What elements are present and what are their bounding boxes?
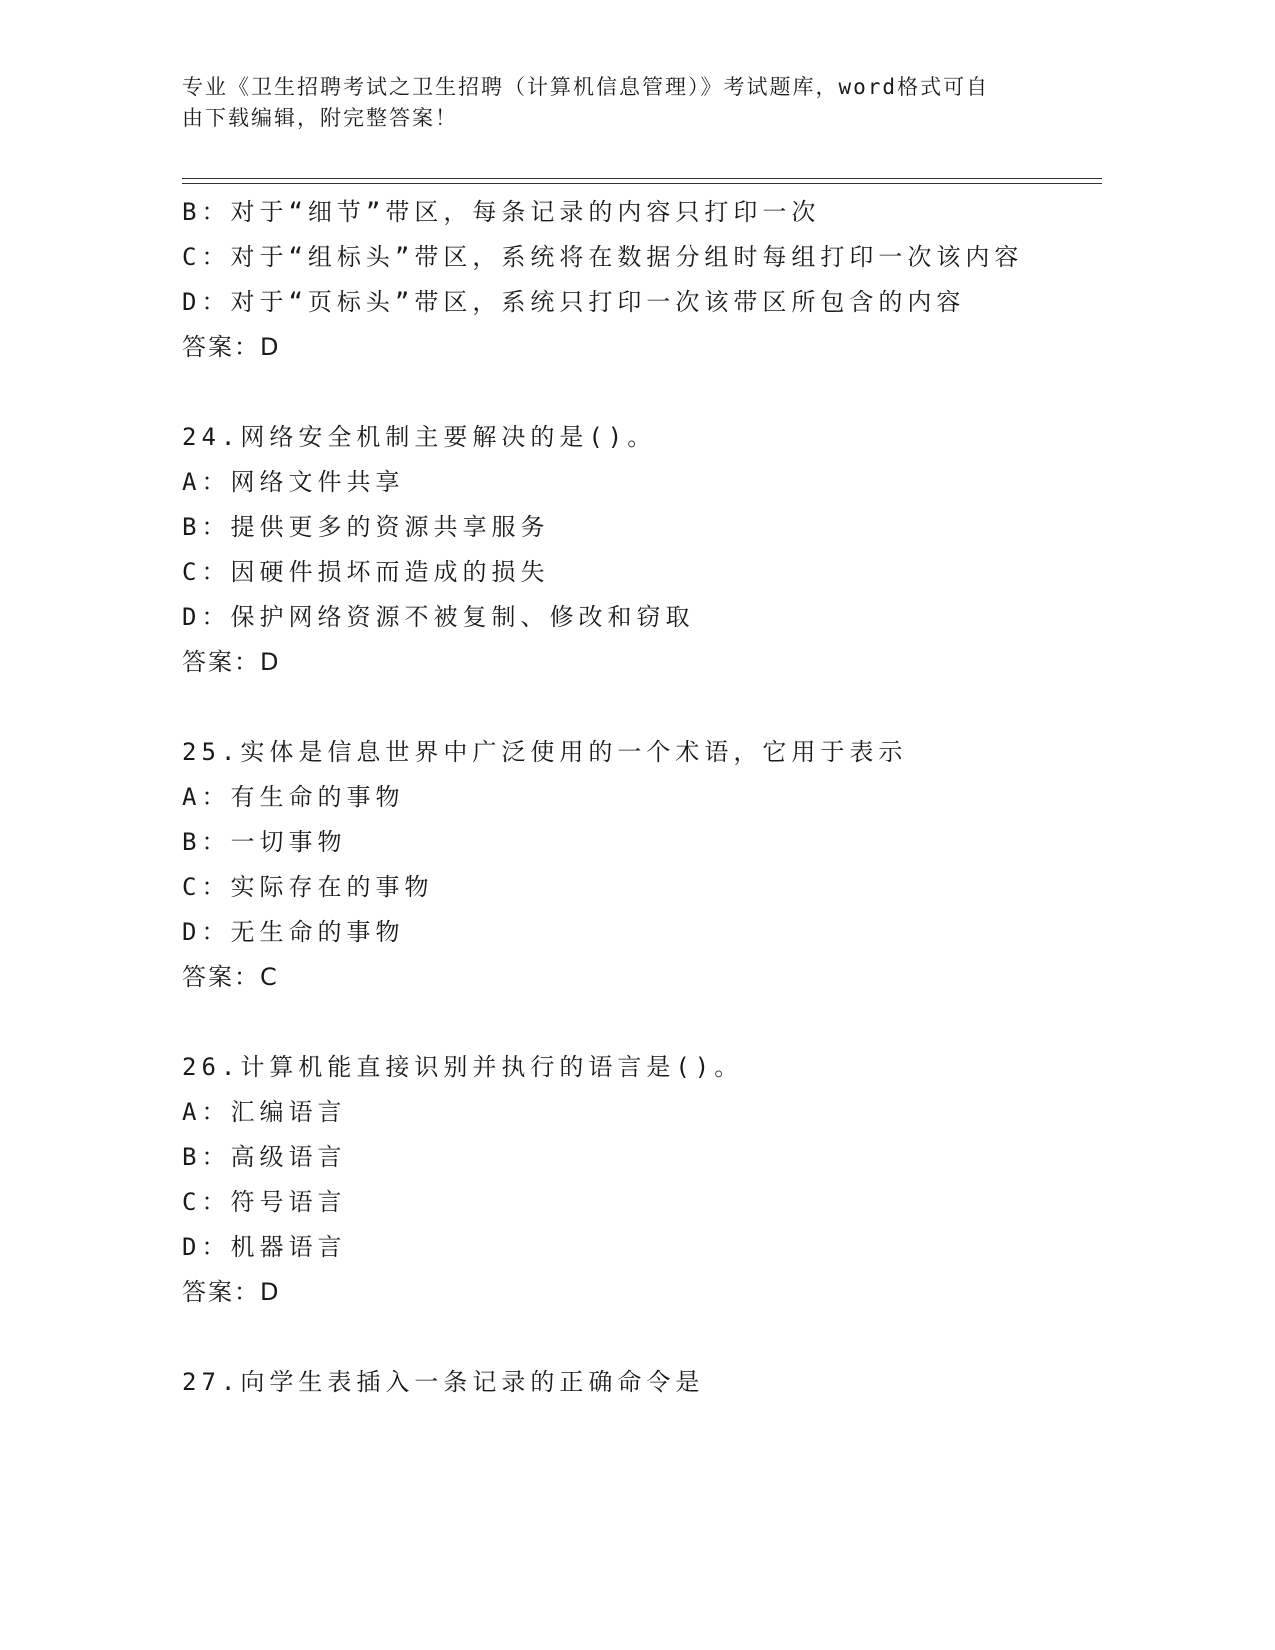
option-d: D：对于“页标头”带区，系统只打印一次该带区所包含的内容	[182, 288, 966, 316]
question-stem: 27.向学生表插入一条记录的正确命令是	[182, 1368, 705, 1396]
question-26	[182, 1045, 1082, 1315]
header-rule-thin	[182, 183, 1102, 184]
option-b: B：提供更多的资源共享服务	[182, 513, 550, 541]
option-c: C：实际存在的事物	[182, 873, 434, 901]
option-d: D：无生命的事物	[182, 918, 405, 946]
option-c: C：因硬件损坏而造成的损失	[182, 558, 550, 586]
option-c: C：对于“组标头”带区，系统将在数据分组时每组打印一次该内容	[182, 243, 1024, 271]
option-b: B：对于“细节”带区，每条记录的内容只打印一次	[182, 198, 821, 226]
option-d: D：保护网络资源不被复制、修改和窃取	[182, 603, 695, 631]
answer-line: 答案：D	[182, 333, 281, 361]
option-c: C：符号语言	[182, 1188, 347, 1216]
question-stem: 24.网络安全机制主要解决的是()。	[182, 423, 657, 451]
option-d: D：机器语言	[182, 1233, 347, 1261]
answer-line: 答案：C	[182, 963, 279, 991]
option-b: B：一切事物	[182, 828, 347, 856]
answer-line: 答案：D	[182, 648, 281, 676]
document-header	[182, 72, 1062, 134]
header-line-1: 专业《卫生招聘考试之卫生招聘（计算机信息管理）》考试题库，word格式可自	[182, 75, 990, 99]
question-stem: 26.计算机能直接识别并执行的语言是()。	[182, 1053, 744, 1081]
header-rule-thick	[182, 178, 1102, 179]
question-stem: 25.实体是信息世界中广泛使用的一个术语，它用于表示	[182, 738, 908, 766]
option-a: A：汇编语言	[182, 1098, 347, 1126]
option-a: A：有生命的事物	[182, 783, 405, 811]
question-25	[182, 730, 1082, 1000]
header-line-2: 由下载编辑，附完整答案！	[182, 106, 458, 130]
option-b: B：高级语言	[182, 1143, 347, 1171]
question-24	[182, 415, 1082, 685]
question-27	[182, 1360, 1082, 1405]
question-23-continued	[182, 190, 1082, 370]
answer-line: 答案：D	[182, 1278, 281, 1306]
option-a: A：网络文件共享	[182, 468, 405, 496]
question-content	[182, 190, 1082, 1405]
